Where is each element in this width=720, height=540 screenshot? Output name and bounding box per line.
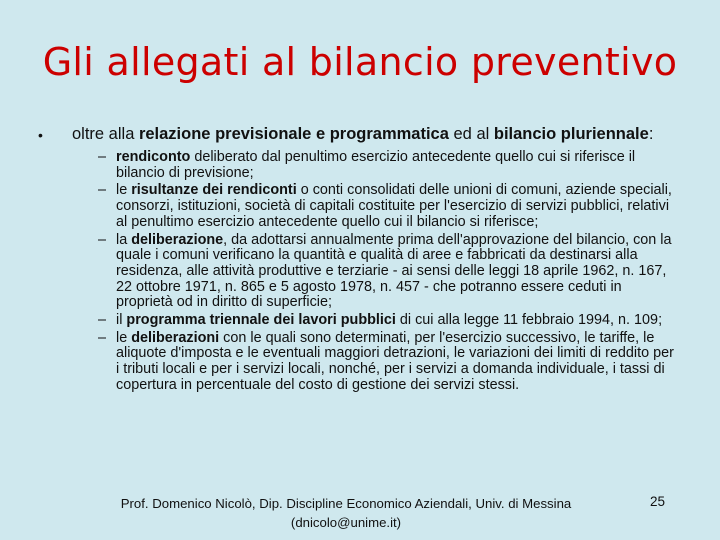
sub-item-bold: deliberazione: [131, 231, 224, 248]
bullet-text-part: :: [648, 125, 654, 143]
bullet-text-part: oltre alla: [72, 125, 139, 143]
sub-item: [98, 313, 674, 329]
sub-item: [98, 233, 674, 312]
footer-author: Prof. Domenico Nicolò, Dip. Discipline Economico Aziendali, Univ. di Messina: [120, 496, 572, 511]
sub-item-bold: deliberazioni: [131, 329, 220, 346]
sub-item-prefix: le: [116, 329, 132, 346]
dash-marker: –: [98, 182, 107, 199]
main-bullet: [36, 126, 688, 144]
bullet-bold-bilancio: bilancio pluriennale: [493, 125, 649, 143]
sub-item: [98, 150, 674, 181]
slide-footer: [90, 494, 602, 532]
bullet-text-part: ed al: [448, 125, 494, 143]
sub-item-bold: rendiconto: [116, 149, 191, 165]
slide-content: [36, 126, 688, 396]
sub-item-prefix: il: [116, 312, 127, 329]
page-number: 25: [650, 494, 666, 509]
bullet-text: [72, 126, 688, 143]
slide-title: Gli allegati al bilancio preventivo: [42, 40, 678, 84]
sub-item-text: [116, 313, 674, 329]
sub-item-text: [116, 233, 674, 312]
sub-item-text: [116, 331, 674, 394]
sub-item-bold: programma triennale dei lavori pubblici: [126, 312, 396, 329]
dash-marker: –: [98, 329, 107, 346]
bullet-bold-relazione: relazione previsionale e programmatica: [138, 125, 449, 143]
footer-email: (dnicolo@unime.it): [290, 515, 402, 530]
sub-item-body: con le quali sono determinati, per l'esercizio successivo, le tariffe, le aliquote d'imposta e le eventuali maggiori detrazioni, le variazioni dei limiti di reddito per i tributi locali e per i servizi locali, nonché, per i servizi a domanda individuale, i tassi di copertura in percentuale del costo di gestione dei servizi stessi.: [116, 329, 674, 393]
sub-item-body: , da adottarsi annualmente prima dell'approvazione del bilancio, con la quale i comuni verificano la quantità e qualità di aree e fabbricati da destinarsi alla residenza, alle attività produttive e terziarie - ai sensi delle leggi 18 aprile 1962, n. 167, 22 ottobre 1971, n. 865 e 5 agosto 1978, n. 457 - che potranno essere ceduti in proprietà od in diritto di superficie;: [116, 231, 672, 311]
dash-marker: –: [98, 149, 107, 165]
sub-item-text: [116, 150, 674, 181]
sub-item-text: [116, 183, 674, 230]
sub-item-prefix: la: [116, 231, 132, 248]
sub-item-body: di cui alla legge 11 febbraio 1994, n. 109;: [395, 312, 663, 329]
sub-item-body: o conti consolidati delle unioni di comuni, aziende speciali, consorzi, istituzioni, società di capitali costituite per l'esercizio di servizi pubblici, relativi al penultimo esercizio antecedente quello cui il bilancio si riferisce;: [116, 182, 672, 230]
dash-marker: –: [98, 312, 107, 329]
bullet-marker: •: [38, 127, 43, 143]
sub-list: [98, 150, 674, 394]
sub-item-bold: risultanze dei rendiconti: [131, 182, 297, 199]
sub-item-body: deliberato dal penultimo esercizio antecedente quello cui si riferisce il bilancio di previsione;: [116, 149, 636, 181]
sub-item-prefix: le: [116, 182, 132, 199]
sub-item: [98, 183, 674, 230]
dash-marker: –: [98, 231, 107, 248]
sub-item: [98, 331, 674, 394]
